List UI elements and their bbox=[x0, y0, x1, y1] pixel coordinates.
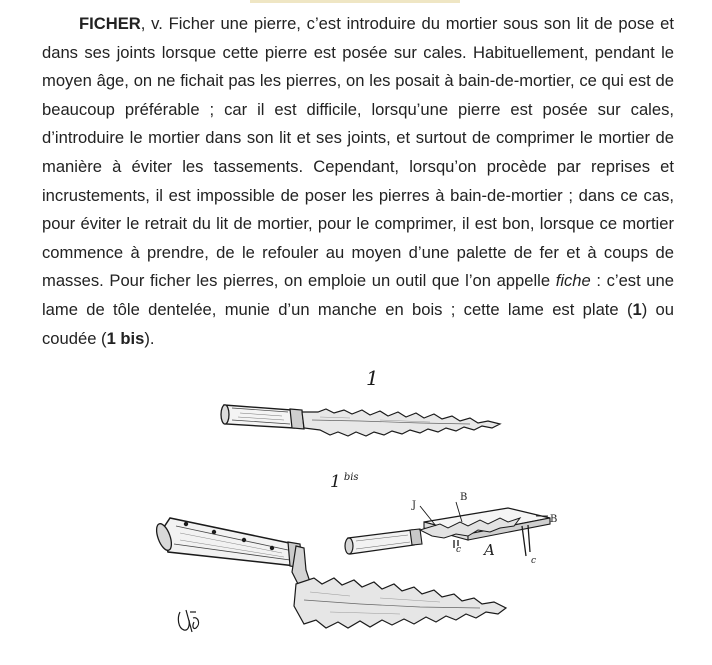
fig1bis-handle bbox=[154, 518, 302, 568]
fig1bis-serrated-blade bbox=[294, 578, 506, 628]
entry-term: FICHER bbox=[79, 14, 141, 33]
figure-ref-1-bis: 1 bis bbox=[106, 328, 145, 348]
letter-c-right: c bbox=[531, 556, 537, 566]
figure-1-bis-label-number: 1 bbox=[330, 472, 341, 492]
article-text-between: ) ou coudée ( bbox=[42, 299, 674, 348]
letter-b-top: B bbox=[460, 492, 468, 503]
letter-b-right: B bbox=[550, 514, 558, 525]
letter-a: A bbox=[484, 541, 495, 559]
figure-1-bis-label-sup: bis bbox=[343, 472, 359, 483]
article-text-tail: ). bbox=[144, 328, 155, 348]
article-text-mid: : c’est une lame de tôle dentelée, munie d’un manche en bois ; cette lame est plate ( bbox=[42, 271, 674, 319]
letter-j: J bbox=[412, 500, 417, 511]
article-text-lead: , v. Ficher une pierre, c’est introduire du mortier sous son lit de pose et dans ses joints lorsque cette pierre est posée sur cales. Habituellement, pendant le moyen âge, on ne fichait pas les pierres, on les posait à bain-de-mortier, ce qui est de beaucoup préférable ; car il est difficile, lorsqu’une pierre est posée sur cales, d’introduire le mortier dans son lit et ses joints, et surtout de comprimer le mortier de manière à éviter les tassements. Cependant, lorsqu’on procède par reprises et incrustements, il est impossible de poser les pierres à bain-de-mortier ; dans ce cas, pour éviter le retrait du lit de mortier, pour le comprimer, il est bon, lorsque ce mortier commence à prendre, de le refouler au moyen d’une palette de fer et à coups de masses. Pour ficher les pierres, on emploie un outil que l’on appelle bbox=[42, 14, 674, 291]
tool-name: fiche bbox=[555, 271, 591, 291]
figure-1-label: 1 bbox=[366, 366, 379, 390]
figure-ref-1: 1 bbox=[632, 299, 642, 319]
fig1bis-secondary-tool bbox=[345, 529, 422, 554]
engraver-monogram-mark bbox=[178, 610, 198, 632]
letter-c-left: c bbox=[456, 545, 462, 555]
